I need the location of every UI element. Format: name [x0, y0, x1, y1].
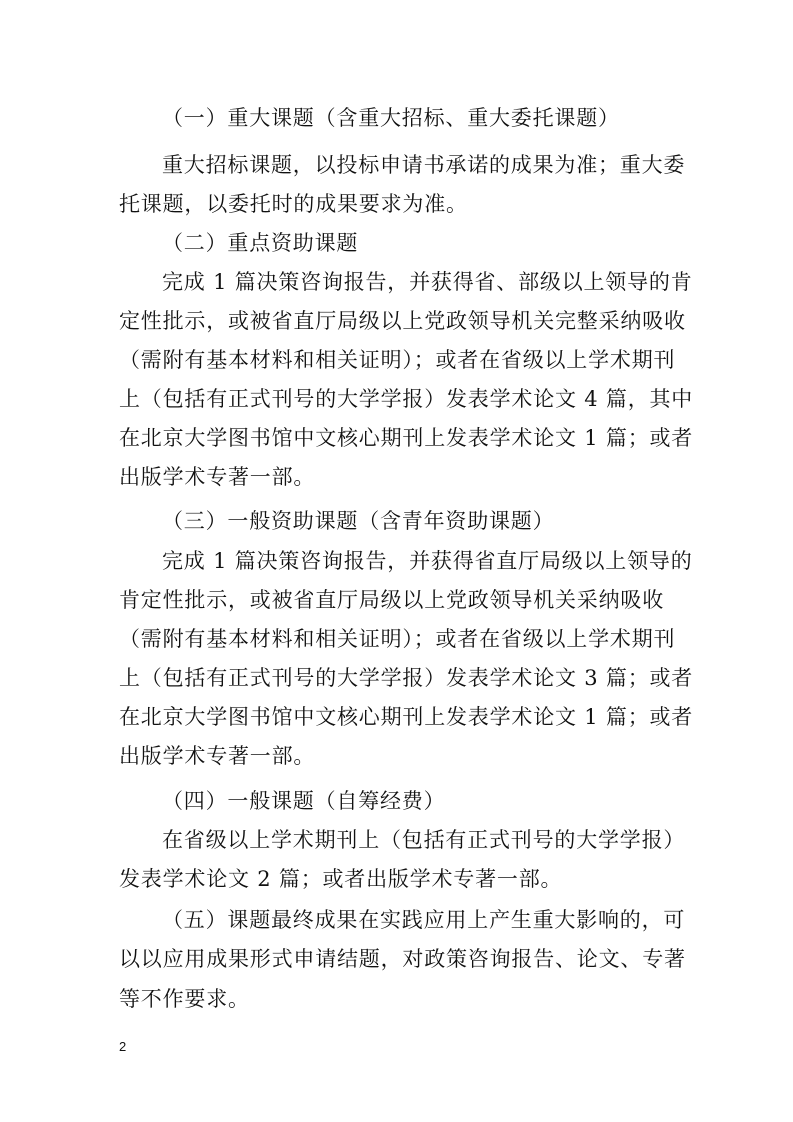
paragraph-line: 以以应用成果形式申请结题，对政策咨询报告、论文、专著	[119, 947, 686, 971]
paragraph-line: 出版学术专著一部。	[119, 465, 316, 489]
paragraph-line: 定性批示，或被省直厅局级以上党政领导机关完整采纳吸收	[119, 309, 686, 333]
paragraph-line: 完成 1 篇决策咨询报告，并获得省直厅局级以上领导的	[162, 549, 693, 573]
paragraph-line: 出版学术专著一部。	[119, 744, 316, 768]
heading-general-funded-projects: （三）一般资助课题（含青年资助课题）	[162, 509, 555, 533]
paragraph-line: 等不作要求。	[119, 987, 250, 1011]
paragraph-line: 重大招标课题，以投标申请书承诺的成果为准；重大委	[162, 153, 686, 177]
paragraph-line: 完成 1 篇决策咨询报告，并获得省、部级以上领导的肯	[162, 270, 693, 294]
paragraph-line: 在北京大学图书馆中文核心期刊上发表学术论文 1 篇；或者	[119, 705, 694, 729]
paragraph-line: 肯定性批示，或被省直厅局级以上党政领导机关采纳吸收	[119, 588, 664, 612]
paragraph-line: 在北京大学图书馆中文核心期刊上发表学术论文 1 篇；或者	[119, 426, 694, 450]
paragraph-applied-results: （五）课题最终成果在实践应用上产生重大影响的，可	[162, 908, 686, 932]
heading-key-funded-projects: （二）重点资助课题	[162, 231, 359, 255]
paragraph-line: 在省级以上学术期刊上（包括有正式刊号的大学学报）	[162, 828, 686, 852]
paragraph-line: 发表学术论文 2 篇；或者出版学术专著一部。	[119, 867, 563, 891]
paragraph-line: 上（包括有正式刊号的大学学报）发表学术论文 4 篇，其中	[119, 387, 694, 411]
paragraph-line: （需附有基本材料和相关证明）；或者在省级以上学术期刊	[119, 348, 676, 372]
page-number: 2	[119, 1039, 127, 1054]
heading-major-projects: （一）重大课题（含重大招标、重大委托课题）	[162, 106, 620, 130]
heading-general-projects: （四）一般课题（自筹经费）	[162, 789, 446, 813]
paragraph-line: （需附有基本材料和相关证明）；或者在省级以上学术期刊	[119, 627, 676, 651]
paragraph-line: 托课题，以委托时的成果要求为准。	[119, 192, 468, 216]
paragraph-line: 上（包括有正式刊号的大学学报）发表学术论文 3 篇；或者	[119, 666, 694, 690]
